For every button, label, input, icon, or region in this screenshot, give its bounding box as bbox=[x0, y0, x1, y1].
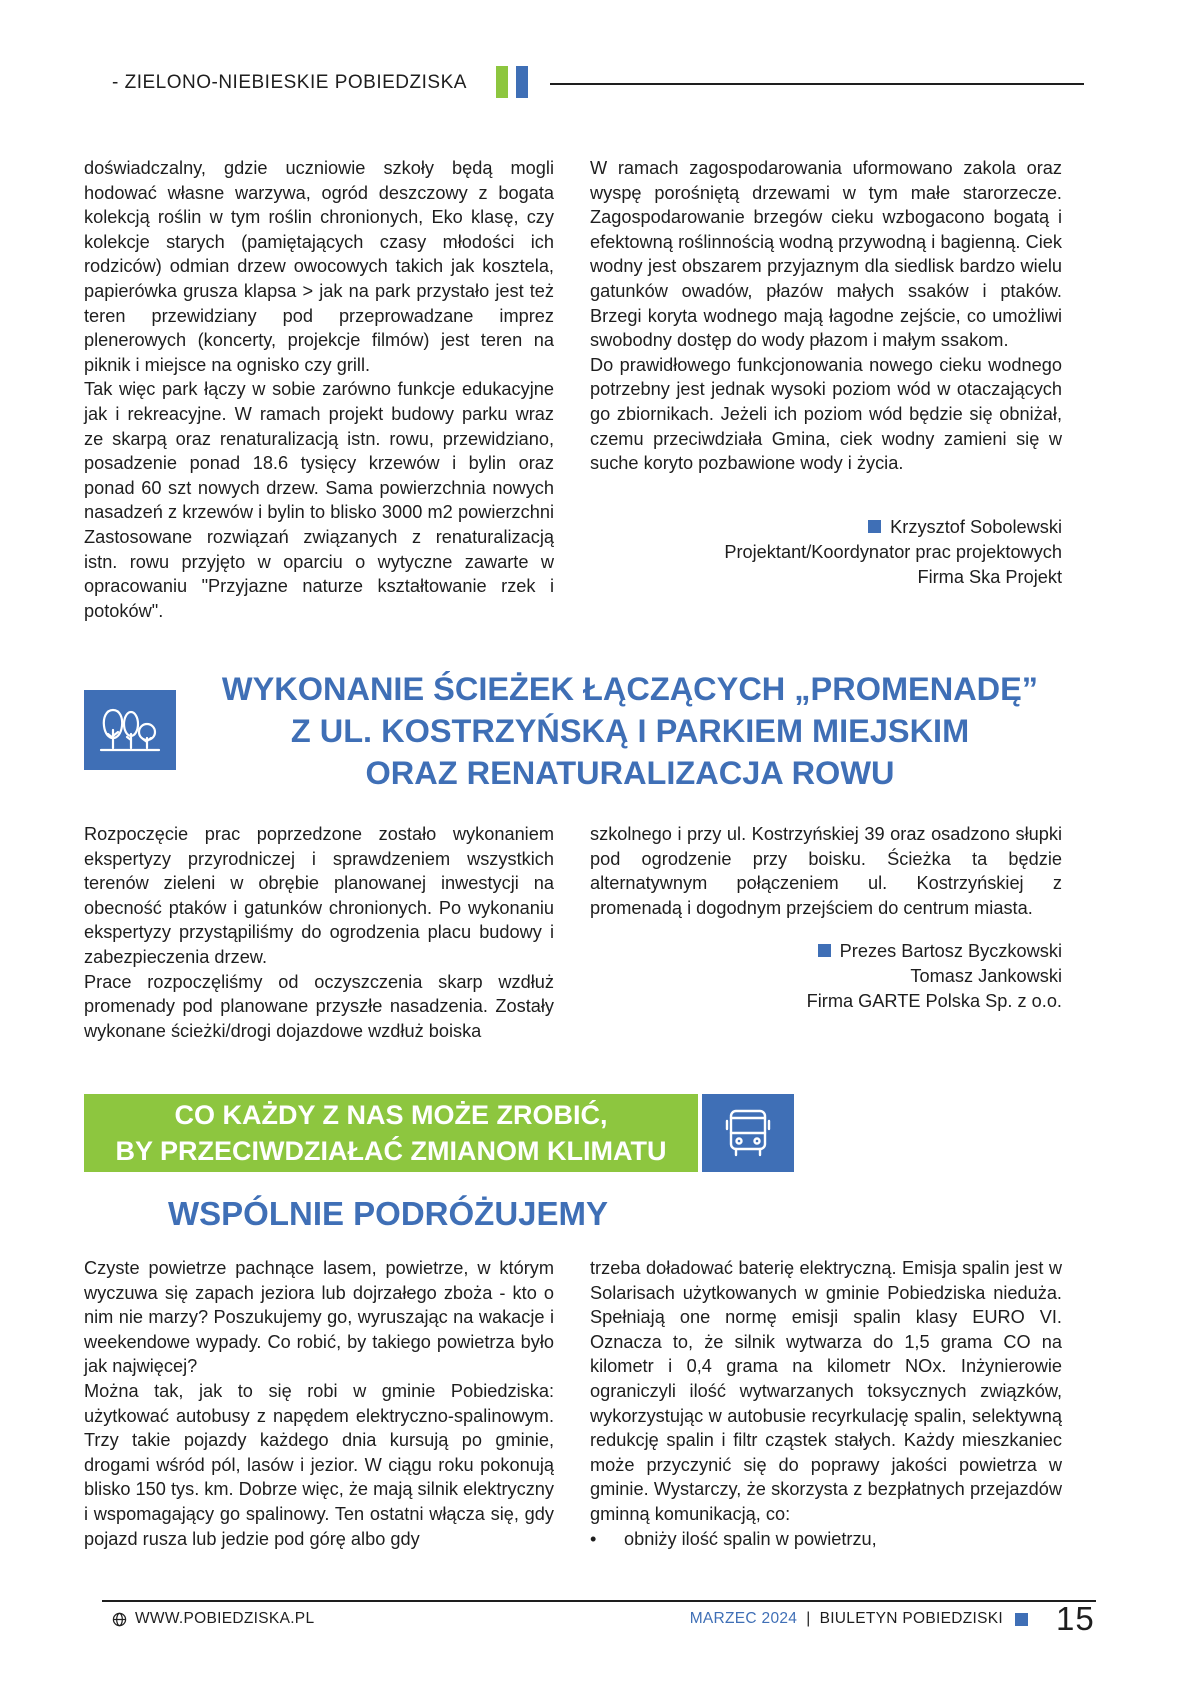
signature-role: Projektant/Koordynator prac projektowych bbox=[724, 542, 1062, 562]
paragraph: trzeba doładować baterię elektryczną. Emisja spalin jest w Solarisach użytkowanych w gminie Pobiedziska nieduża. Spełniają one normę emisji spalin klasy EURO VI. Oznacza to, że silnik wytwarza do 1,5 grama CO na kilometr i 0,4 grama na kilometr NOx. Inżynierowie ograniczyli ilość wytwarzanych toksycznych związków, wykorzystując w autobusie recyrkulację spalin, selektywną redukcję spalin i filtr cząstek stałych. Każdy mieszkaniec może przyczynić się do poprawy jakości powietrza w gminie. Wystarczy, że skorzysta z bezpłatnych przejazdów gminną komunikacją, co: bbox=[590, 1258, 1062, 1524]
section3-subtitle: WSPÓLNIE PODRÓŻUJEMY bbox=[168, 1195, 609, 1232]
paragraph: doświadczalny, gdzie uczniowie szkoły będą mogli hodować własne warzywa, ogród deszczowy z bogata kolekcją roślin w tym roślin chronionych, Eko klasę, czy kolekcje starych (pamiętających czasy młodości ich rodziców) odmian drzew owocowych takich jak kosztela, papierówka grusza klapsa > jak na park przystało jest też teren przewidziany pod przeprowadzane imprez plenerowych (koncerty, projekcje filmów) jest teren na piknik i miejsce na ognisko czy grill. bbox=[84, 158, 554, 375]
banner-line: CO KAŻDY Z NAS MOŻE ZROBIĆ, bbox=[174, 1100, 608, 1130]
section2-heading bbox=[200, 668, 1060, 794]
banner-line: BY PRZECIWDZIAŁAĆ ZMIANOM KLIMATU bbox=[115, 1136, 667, 1166]
bus-icon-box bbox=[702, 1094, 794, 1172]
trees-icon-box bbox=[84, 690, 176, 770]
website-link[interactable]: WWW.POBIEDZISKA.PL bbox=[135, 1610, 315, 1627]
signature-name: Krzysztof Sobolewski bbox=[890, 517, 1062, 537]
bus-icon bbox=[725, 1107, 771, 1159]
signature-company: Firma Ska Projekt bbox=[917, 567, 1062, 587]
section2-left-column bbox=[84, 822, 554, 1043]
section1-right-column bbox=[590, 156, 1062, 476]
footer-separator: | bbox=[806, 1610, 811, 1627]
page-number: 15 bbox=[1056, 1600, 1095, 1637]
signature-company: Firma GARTE Polska Sp. z o.o. bbox=[806, 991, 1062, 1011]
climate-banner bbox=[84, 1094, 698, 1172]
section2-signature bbox=[542, 939, 1062, 1014]
bullet-text: obniży ilość spalin w powietrzu, bbox=[624, 1528, 877, 1549]
footer-square-icon bbox=[1015, 1613, 1028, 1626]
section1-left-column bbox=[84, 156, 554, 623]
section2-right-column bbox=[590, 822, 1062, 920]
paragraph: Rozpoczęcie prac poprzedzone zostało wykonaniem ekspertyzy przyrodniczej i sprawdzeniem wszystkich terenów zieleni w obrębie planowanej inwestycji na obecność ptaków i gatunków chronionych. Po wykonaniu ekspertyzy przystąpiliśmy do ogrodzenia placu budowy i zabezpieczenia drzew. bbox=[84, 824, 554, 967]
footer-website bbox=[112, 1610, 314, 1628]
header-blue-bar bbox=[516, 66, 528, 98]
section1-signature bbox=[542, 515, 1062, 590]
paragraph: W ramach zagospodarowania uformowano zakola oraz wyspę porośniętą drzewami w tym małe starorzecze. Zagospodarowanie brzegów cieku wzbogacono bogatą i efektowną roślinnością wodną przywodną i bagienną. Ciek wodny jest obszarem przyjaznym dla siedlisk bardzo wielu gatunków owadów, płazów małych ssaków i ptaków. Brzegi koryta wodnego mają łagodne zejście, co umożliwi swobodny dostęp do wody płazom i małym ssakom. bbox=[590, 158, 1062, 351]
heading-line: Z UL. KOSTRZYŃSKĄ I PARKIEM MIEJSKIM bbox=[290, 713, 970, 749]
heading-line: ORAZ RENATURALIZACJA ROWU bbox=[365, 755, 895, 791]
running-header-title: - ZIELONO-NIEBIESKIE POBIEDZISKA bbox=[112, 72, 467, 93]
footer-issue-info bbox=[690, 1610, 1028, 1628]
section3-left-column bbox=[84, 1256, 554, 1551]
trees-icon bbox=[99, 704, 161, 756]
paragraph: Tak więc park łączy w sobie zarówno funkcje edukacyjne jak i rekreacyjne. W ramach projekt budowy parku wraz ze skarpą oraz renaturalizacją istn. rowu, przewidziano, posadzenie ponad 18.6 tysięcy krzewów i bylin oraz ponad 60 szt nowych drzew. Sama powierzchnia nowych nasadzeń z krzewów i bylin to blisko 3000 m2 powierzchni Zastosowane rozwiązań związanych z renaturalizacją istn. rowu przyjęto w oparciu o wytyczne zawarte w opracowaniu "Przyjazne naturze kształtowanie rzek i potoków". bbox=[84, 379, 554, 621]
paragraph: Czyste powietrze pachnące lasem, powietrze, w którym wyczuwa się zapach jeziora lub dojrzałego zboża - kto o nim nie marzy? Poszukujemy go, wyruszając na wakacje i weekendowe wypady. Co robić, by takiego powietrza było jak najwięcej? bbox=[84, 1258, 554, 1377]
bullet-list-item bbox=[590, 1527, 1062, 1552]
globe-icon bbox=[112, 1612, 127, 1627]
footer-rule bbox=[102, 1600, 1096, 1602]
issue-date: MARZEC 2024 bbox=[689, 1610, 798, 1627]
bullet-marker: • bbox=[590, 1528, 597, 1549]
paragraph: Można tak, jak to się robi w gminie Pobiedziska: użytkować autobusy z napędem elektryczno-spalinowym. Trzy takie pojazdy każdego dnia kursują po gminie, drogami wśród pól, lasów i jezior. W ciągu roku pokonują blisko 150 tys. km. Dobrze więc, że mają silnik elektryczny i wspomagający go spalinowy. Ten ostatni włącza się, gdy pojazd rusza lub jedzie pod górę albo gdy bbox=[84, 1380, 554, 1549]
header-green-bar bbox=[496, 66, 508, 98]
paragraph: szkolnego i przy ul. Kostrzyńskiej 39 oraz osadzono słupki pod ogrodzenie przy boisku. Ścieżka ta będzie alternatywnym połączeniem ul. Kostrzyńskiej z promenadą i dogodnym przejściem do centrum miasta. bbox=[590, 824, 1062, 918]
signature-square-icon bbox=[818, 944, 831, 957]
section3-right-column bbox=[590, 1256, 1062, 1551]
signature-square-icon bbox=[868, 520, 881, 533]
bulletin-name: BIULETYN POBIEDZISKI bbox=[819, 1610, 1003, 1627]
header-rule bbox=[550, 83, 1084, 85]
signature-name: Prezes Bartosz Byczkowski bbox=[839, 941, 1062, 961]
signature-person: Tomasz Jankowski bbox=[910, 966, 1062, 986]
paragraph: Prace rozpoczęliśmy od oczyszczenia skarp wzdłuż promenady pod planowane przyszłe nasadzenia. Zostały wykonane ścieżki/drogi dojazdowe wzdłuż boiska bbox=[84, 971, 554, 1041]
heading-line: WYKONANIE ŚCIEŻEK ŁĄCZĄCYCH „PROMENADĘ” bbox=[221, 671, 1039, 707]
paragraph: Do prawidłowego funkcjonowania nowego cieku wodnego potrzebny jest jednak wysoki poziom wód w otaczających go zbiornikach. Jeżeli ich poziom wód będzie się obniżał, czemu przeciwdziała Gmina, ciek wodny zamieni się w suche koryto pozbawione wody i życia. bbox=[590, 354, 1062, 474]
